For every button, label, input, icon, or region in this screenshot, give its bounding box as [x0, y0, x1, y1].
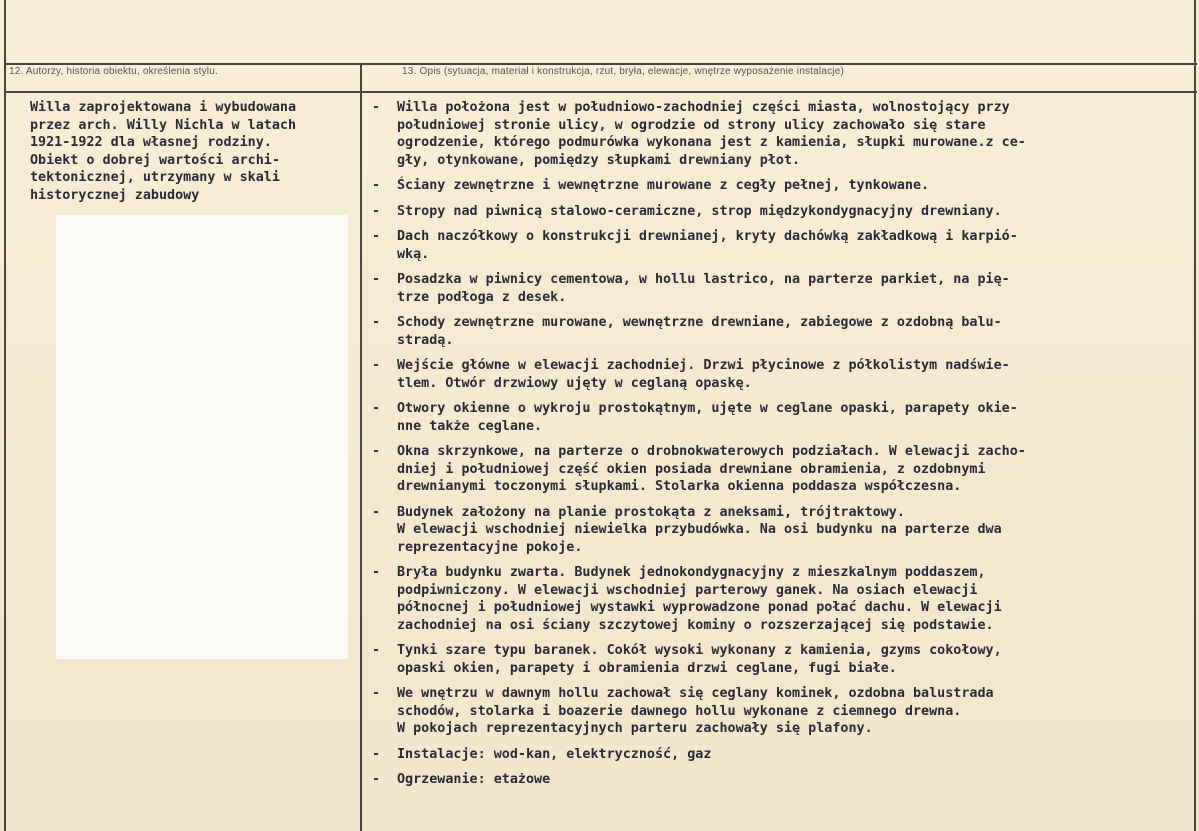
- description-item: [372, 177, 1190, 195]
- description-item: [372, 443, 1190, 496]
- bullet-dash: -: [372, 772, 381, 787]
- description-text: Wejście główne w elewacji zachodniej. Drzwi płycinowe z półkolistym nadświe- tlem. Otwór drzwiowy ujęty w ceglaną opaskę.: [397, 358, 1010, 391]
- description-item: [372, 504, 1190, 557]
- bullet-dash: -: [372, 686, 381, 701]
- bullet-dash: -: [372, 229, 381, 244]
- description-text: Okna skrzynkowe, na parterze o drobnokwaterowych podziałach. W elewacji zacho- dniej i południowej część okien posiada drewniane obramienia, z ozdobnymi drewnianymi toczonymi słupkami. Stolarka okienna poddasza współczesna.: [397, 444, 1026, 494]
- description-text: Budynek założony na planie prostokąta z aneksami, trójtraktowy. W elewacji wschodniej niewielka przybudówka. Na osi budynku na parterze dwa reprezentacyjne pokoje.: [397, 504, 1002, 555]
- bullet-dash: -: [372, 178, 381, 193]
- description-item: [372, 685, 1190, 738]
- description-item: [372, 99, 1190, 169]
- description-item: [372, 314, 1190, 349]
- bullet-dash: -: [372, 272, 381, 287]
- description-text: Dach naczółkowy o konstrukcji drewnianej, kryty dachówką zakładkową i karpió- wką.: [397, 229, 1018, 262]
- description-item: [372, 771, 1190, 789]
- bullet-dash: -: [372, 444, 381, 459]
- description-text: Bryła budynku zwarta. Budynek jednokondygnacyjny z mieszkalnym poddaszem, podpiwniczony. W elewacji wschodniej parterowy ganek. Na osiach elewacji północnej i południowej wystawki wyprowadzone ponad połać dachu. W elewacji zachodniej na osi ściany szczytowej kominy o rozszerzającej się podstawie.: [397, 565, 1002, 633]
- description-item: [372, 642, 1190, 677]
- header-top-rule: [4, 63, 1197, 65]
- column-divider: [360, 63, 362, 831]
- bullet-dash: -: [372, 401, 381, 416]
- description-text: Ogrzewanie: etażowe: [397, 772, 551, 787]
- bullet-dash: -: [372, 358, 381, 373]
- description-text: Stropy nad piwnicą stalowo-ceramiczne, strop międzykondygnacyjny drewniany.: [397, 203, 1002, 219]
- right-border: [1194, 0, 1196, 831]
- description-text: Otwory okienne o wykroju prostokątnym, ujęte w ceglane opaski, parapety okie- nne także ceglane.: [397, 401, 1018, 434]
- description-item: [372, 400, 1190, 435]
- bullet-dash: -: [372, 315, 381, 330]
- description-text: We wnętrzu w dawnym hollu zachował się ceglany kominek, ozdobna balustrada schodów, stolarka i boazerie dawnego hollu wykonane z ciemnego drewna. W pokojach reprezentacyjnych parteru zachowały się plafony.: [397, 686, 994, 736]
- description-text: Willa położona jest w południowo-zachodniej części miasta, wolnostojący przy południowej stronie ulicy, w ogrodzie od strony ulicy zachowało się stare ogrodzenie, którego podmurówka wykonana jest z kamienia, słupki murowane.z ce- gły, otynkowane, pomiędzy słupkami drewniany płot.: [397, 100, 1026, 168]
- description-item: [372, 357, 1190, 392]
- description-item: [372, 228, 1190, 263]
- section-13-label: 13. Opis (sytuacja, materiał i konstrukcja, rzut, bryła, elewacje, wnętrze wyposażenie instalacje): [402, 66, 844, 77]
- description-item: [372, 746, 1190, 764]
- bullet-dash: -: [372, 746, 381, 762]
- bullet-dash: -: [372, 565, 381, 580]
- bullet-dash: -: [372, 100, 381, 115]
- description-text: Ściany zewnętrzne i wewnętrzne murowane z cegły pełnej, tynkowane.: [397, 178, 930, 193]
- description-text: Tynki szare typu baranek. Cokół wysoki wykonany z kamienia, gzyms cokołowy, opaski okien, parapety i obramienia drzwi ceglane, fugi białe.: [397, 643, 1002, 676]
- description-list: [372, 99, 1190, 797]
- section-12-label: 12. Autorzy, historia obiektu, określenia stylu.: [9, 66, 218, 77]
- blank-patch: [56, 215, 348, 659]
- left-border: [4, 0, 6, 831]
- bullet-dash: -: [372, 643, 381, 658]
- description-text: Posadzka w piwnicy cementowa, w hollu lastrico, na parterze parkiet, na pię- trze podłoga z desek.: [397, 272, 1010, 305]
- description-text: Instalacje: wod-kan, elektryczność, gaz: [397, 746, 712, 762]
- bullet-dash: -: [372, 203, 381, 219]
- description-item: [372, 564, 1190, 634]
- description-text: Schody zewnętrzne murowane, wewnętrzne drewniane, zabiegowe z ozdobną balu- stradą.: [397, 315, 1002, 348]
- description-item: [372, 271, 1190, 306]
- description-item: [372, 203, 1190, 221]
- header-bottom-rule: [4, 91, 1197, 93]
- bullet-dash: -: [372, 504, 381, 520]
- history-text: Willa zaprojektowana i wybudowana przez arch. Willy Nichla w latach 1921-1922 dla własnej rodziny. Obiekt o dobrej wartości archi- tektonicznej, utrzymany w skali historycznej zabudowy: [30, 100, 297, 203]
